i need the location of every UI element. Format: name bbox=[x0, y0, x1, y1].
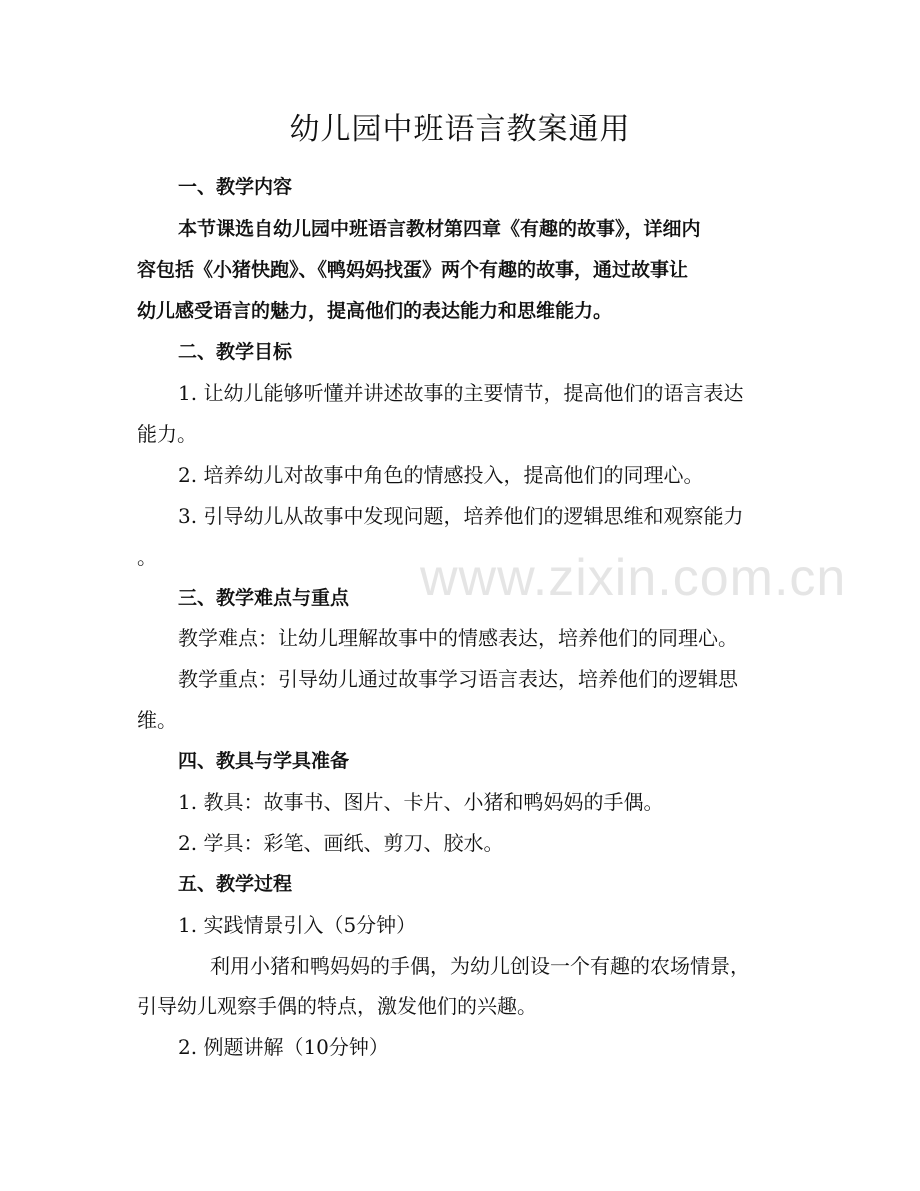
process-step-1-desc-line-1: 利用小猪和鸭妈妈的手偶，为幼儿创设一个有趣的农场情景， bbox=[210, 954, 750, 978]
section-heading-materials: 四、教具与学具准备 bbox=[178, 750, 350, 772]
section-heading-content: 一、教学内容 bbox=[178, 176, 293, 198]
content-paragraph-line-1: 本节课选自幼儿园中班语言教材第四章《有趣的故事》，详细内 bbox=[178, 218, 701, 240]
process-step-2: 2. 例题讲解（10分钟） bbox=[178, 1035, 389, 1059]
materials-item-2: 2. 学具：彩笔、画纸、剪刀、胶水。 bbox=[178, 831, 504, 855]
objective-item-3-line-1: 3. 引导幼儿从故事中发现问题，培养他们的逻辑思维和观察能力 bbox=[178, 504, 744, 528]
section-heading-objectives: 二、教学目标 bbox=[178, 341, 293, 363]
objective-item-1-line-1: 1. 让幼儿能够听懂并讲述故事的主要情节，提高他们的语言表达 bbox=[178, 381, 744, 405]
document-title: 幼儿园中班语言教案通用 bbox=[289, 112, 631, 147]
process-step-1-desc-line-2: 引导幼儿观察手偶的特点，激发他们的兴趣。 bbox=[137, 994, 537, 1018]
watermark: www.zixin.com.cn bbox=[420, 549, 847, 607]
content-paragraph-line-2: 容包括《小猪快跑》、《鸭妈妈找蛋》两个有趣的故事，通过故事让 bbox=[137, 259, 689, 281]
objective-item-2: 2. 培养幼儿对故事中角色的情感投入，提高他们的同理心。 bbox=[178, 463, 704, 487]
section-heading-process: 五、教学过程 bbox=[178, 873, 293, 895]
section-heading-difficulty: 三、教学难点与重点 bbox=[178, 587, 350, 609]
objective-item-1-line-2: 能力。 bbox=[137, 422, 197, 446]
process-step-1: 1. 实践情景引入（5分钟） bbox=[178, 913, 417, 937]
teaching-key-line-1: 教学重点：引导幼儿通过故事学习语言表达，培养他们的逻辑思 bbox=[178, 667, 738, 691]
materials-item-1: 1. 教具：故事书、图片、卡片、小猪和鸭妈妈的手偶。 bbox=[178, 790, 664, 814]
objective-item-3-line-2: 。 bbox=[137, 545, 157, 569]
teaching-key-line-2: 维。 bbox=[137, 708, 177, 732]
teaching-difficulty: 教学难点：让幼儿理解故事中的情感表达，培养他们的同理心。 bbox=[178, 626, 738, 650]
content-paragraph-line-3: 幼儿感受语言的魅力，提高他们的表达能力和思维能力。 bbox=[137, 300, 613, 322]
